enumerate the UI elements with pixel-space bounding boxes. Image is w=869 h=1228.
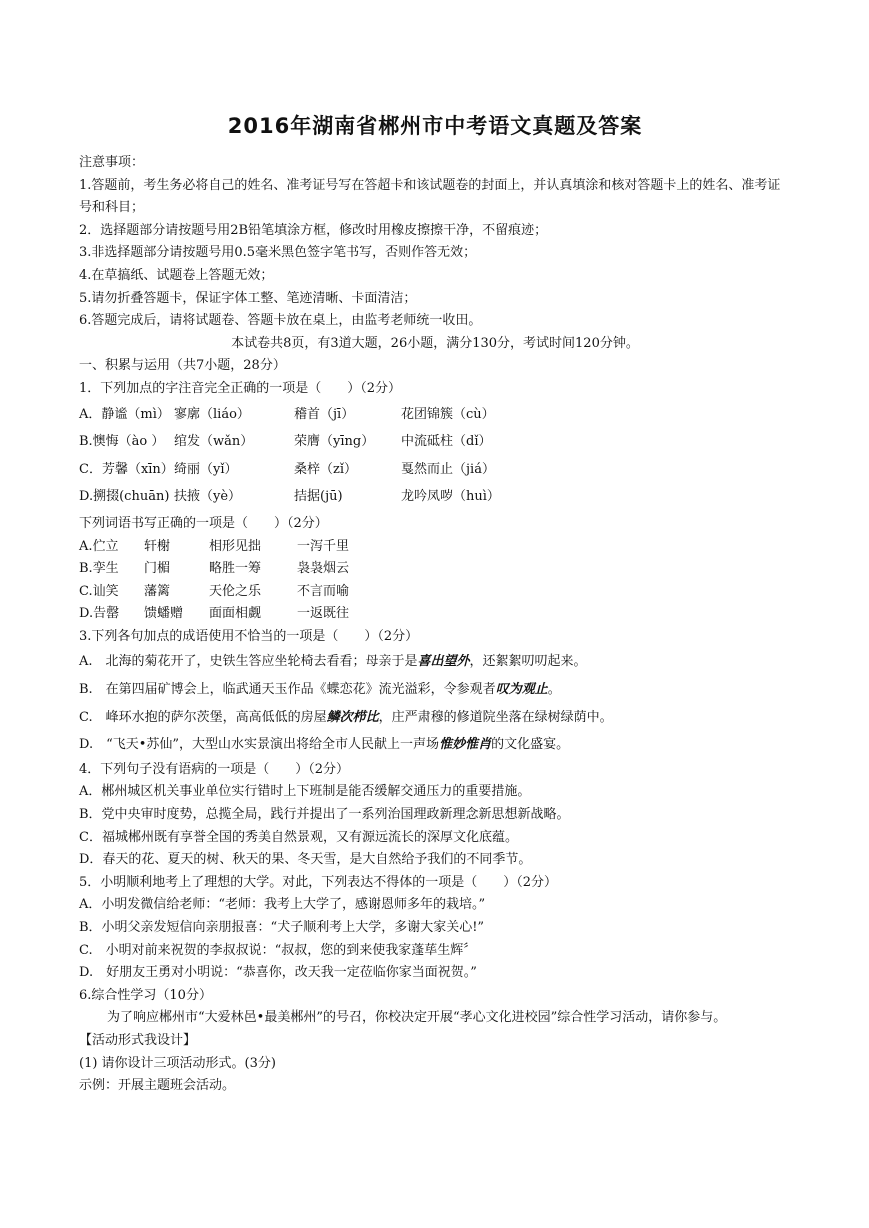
page-title: 2016年湖南省郴州市中考语文真题及答案 — [227, 114, 643, 138]
question-3-option-d: D. “飞天•苏仙”，大型山水实景演出将给全市人民献上一声场 惟妙惟肖 的文化盛宴。 — [79, 737, 570, 753]
question-5-stem: 5．小明顺利地考上了理想的大学。对此，下列表达不得体的一项是（ ）（2分） — [79, 874, 558, 890]
question-5-option-c: C. 小明对前来祝贺的李叔叔说：“叔叔，您的到来使我家蓬荜生辉〞 — [79, 942, 477, 958]
exam-summary: 本试卷共8页，有3道大题，26小题，满分130分，考试时间120分钟。 — [231, 335, 639, 351]
question-1-option-a: A．静谧（mì） 寥廓（liáo） 稽首（jī） 花团锦簇（cù） — [79, 406, 495, 422]
notice-heading: 注意事项： — [79, 155, 145, 170]
question-4-option-b: B．党中央审时度势，总揽全局，践行并提出了一系列治国理政新理念新思想新战略。 — [79, 807, 570, 823]
notice-item-3: 3.非选择题部分请按题号用0.5毫米黑色签字笔书写，否则作答无效； — [79, 245, 477, 261]
question-4-stem: 4．下列句子没有语病的一项是（ ）（2分） — [79, 761, 350, 777]
question-2-option-d: D.告罄 馈蟠赠 面面相觑 一返既往 — [79, 606, 350, 622]
notice-item-4: 4.在草搞纸、试题卷上答题无效； — [79, 267, 274, 283]
question-2-option-b: B.孪生 门楣 略胜一筹 袅袅烟云 — [79, 561, 350, 577]
question-1-option-b: B.懊悔（ào ） 绾发（wǎn） 荣膺（yīng） 中流砥柱（dǐ） — [79, 434, 492, 450]
question-4-option-c: C．福城郴州既有享誉全国的秀美自然景观，又有源远流长的深厚文化底蕴。 — [79, 829, 518, 845]
question-6-stem: 6.综合性学习（10分） — [79, 987, 212, 1003]
notice-item-6: 6.答题完成后，请将试题卷、答题卡放在桌上，由监考老师统一收田。 — [79, 313, 482, 329]
question-3-stem: 3.下列各句加点的成语使用不恰当的一项是（ ）（2分） — [79, 628, 419, 644]
question-2-option-a: A.伫立 轩榭 相形见拙 一泻千里 — [79, 538, 350, 554]
question-1-option-c: C．芳馨（xīn） 绮丽（yǐ） 桑梓（zǐ） 戛然而止（jiá） — [79, 461, 495, 477]
question-1-option-d: D.搠掇(chuān) 扶掖（yè） 拮据(jū) 龙吟凤哕（huì） — [79, 489, 500, 505]
question-3-option-a: A. 北海的菊花开了，史铁生答应坐轮椅去看看；母亲于是 喜出望外 ，还絮絮叨叨起来。 — [79, 654, 587, 670]
question-2-option-c: C.讪笑 藩篱 天伦之乐 不言而喻 — [79, 583, 350, 599]
notice-item-5: 5.请勿折叠答题卡，保证字体工整、笔迹清晰、卡面清洁； — [79, 290, 417, 306]
exam-page — [79, 110, 791, 1098]
question-1-stem: 1．下列加点的字注音完全正确的一项是（ ）（2分） — [79, 380, 402, 396]
question-4-option-d: D．春天的花、夏天的树、秋天的果、冬天雪，是大自然给予我们的不同季节。 — [79, 852, 532, 868]
activity-heading: 【活动形式我设计】 — [79, 1032, 197, 1048]
notice-item-1: 1.答题前，考生务必将自己的姓名、准考证号写在答超卡和该试题卷的封面上，并认真填涂和核对答题卡上的姓名、准考证号和科目； — [79, 177, 781, 216]
question-3-option-b: B. 在第四届矿博会上，临武通天玉作品《蝶恋花》流光溢彩，令参观者 叹为观止 。 — [79, 682, 561, 698]
question-6-example: 示例：开展主题班会活动。 — [79, 1078, 236, 1094]
question-4-option-a: A．郴州城区机关事业单位实行错时上下班制是能否缓解交通压力的重要措施。 — [79, 784, 531, 800]
question-3-option-c: C. 峰环水抱的萨尔茨堡，高高低低的房屋 鳞次栉比 ，庄严肃穆的修道院坐落在绿树绿荫中。 — [79, 709, 613, 725]
notice-item-2: 2．选择题部分请按题号用2B铅笔填涂方框，修改时用橡皮擦擦干净，不留痕迹； — [79, 222, 548, 238]
question-6-intro: 为了响应郴州市“大爱林邑•最美郴州”的号召，你校决定开展“孝心文化进校园”综合性学习活动，请你参与。 — [107, 1010, 727, 1026]
question-5-option-d: D. 好朋友王勇对小明说：“恭喜你，改天我一定莅临你家当面祝贺。” — [79, 965, 477, 981]
question-5-option-a: A．小明发微信给老师：“老师：我考上大学了，感谢恩师多年的栽培。” — [79, 897, 486, 913]
question-6-sub-1: (1) 请你设计三项活动形式。(3分) — [79, 1055, 276, 1071]
question-2-stem: 下列词语书写正确的一项是（ ）（2分） — [79, 515, 328, 531]
question-5-option-b: B．小明父亲发短信向亲朋报喜：“犬子顺利考上大学，多谢大家关心!” — [79, 920, 485, 935]
section-heading: 一、积累与运用（共7小题，28分） — [79, 358, 286, 374]
